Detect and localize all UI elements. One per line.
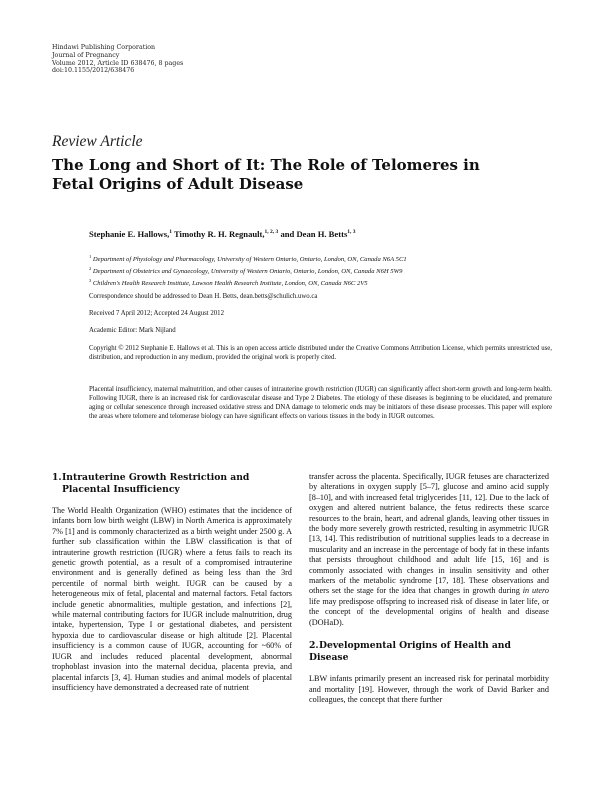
- right-column: [309, 472, 549, 705]
- author-name: Stephanie E. Hallows,: [89, 229, 170, 239]
- article-title: The Long and Short of It: The Role of Telomeres in Fetal Origins of Adult Disease: [52, 156, 480, 193]
- author-name: and Dean H. Betts: [278, 229, 348, 239]
- section-number: 1.: [52, 472, 62, 483]
- publisher: Hindawi Publishing Corporation: [52, 44, 156, 51]
- affiliation-text: Children's Health Research Institute, Lawson Health Research Institute, London, ON, Canada N6C 2V5: [92, 280, 368, 288]
- affiliation-number: 3: [89, 278, 92, 284]
- author-affil-ref: 1: [169, 229, 172, 236]
- italic-phrase: in utero: [522, 586, 549, 596]
- paragraph-text: transfer across the placenta. Specifically, IUGR fetuses are characterized by alterations in oxygen supply [5–7], glucose and amino acid supply [8–10], and with increased fetal triglycerides [11, 12]. Due to the lack of oxygen and altered nutrient balance, the fetus redirects these scarce resources to the brain, heart, and adrenal glands, leaving other tissues in the body more severely growth restricted, resulting in asymmetric IUGR [13, 14]. This redistribution of nutritional supplies leads to a decrease in muscularity and an increase in the percentage of body fat in these infants that persists throughout childhood and adult life [15, 16] and is commonly associated with changes in insulin sensitivity and other markers of the metabolic syndrome [17, 18]. These observations and others set the stage for the idea that changes in growth during: [309, 472, 549, 596]
- body-paragraph: [309, 472, 549, 628]
- affiliation-number: 1: [89, 254, 92, 259]
- affiliation: [89, 276, 407, 288]
- volume-info: Volume 2012, Article ID 638476, 8 pages: [52, 59, 184, 67]
- section-heading-1: [52, 472, 292, 496]
- academic-editor: Academic Editor: Mark Nijland: [89, 327, 176, 334]
- section-title: Developmental Origins of Health and Disease: [309, 640, 511, 664]
- article-type: Review Article: [52, 133, 143, 150]
- body-paragraph: LBW infants primarily present an increased risk for perinatal morbidity and mortality [19]. However, through the work of David Barker and colleagues, the concept that there further: [309, 674, 549, 704]
- section-title-line2: Placental Insufficiency: [62, 484, 180, 495]
- affiliation-text: Department of Physiology and Pharmacology, University of Western Ontario, Ontario, London, ON, Canada N6A 5C1: [92, 256, 407, 264]
- author-affil-ref: 1, 3: [347, 229, 356, 236]
- abstract: Placental insufficiency, maternal malnutrition, and other causes of intrauterine growth restriction (IUGR) can significantly affect short-term growth and long-term health. Following IUGR, there is an increased risk for cardiovascular disease and Type 2 Diabetes. The etiology of these diseases is beginning to be elucidated, and premature aging or cellular senescence through increased oxidative stress and DNA damage to telomeric ends may be initiators of these disease processes. This paper will explore the areas where telomere and telomerase biology can have significant effects on various tissues in the body in IUGR outcomes.: [89, 386, 552, 420]
- body-paragraph: The World Health Organization (WHO) estimates that the incidence of infants born low birth weight (LBW) in North America is approximately 7% [1] and is commonly characterized as a birth weight under 2500 g. A further sub classification within the LBW classification is that of intrauterine growth restriction (IUGR) where a fetus fails to reach its genetic growth potential, as a result of a compromised intrauterine environment and is generally defined as being less than the 3rd percentile of normal birth weight. IUGR can be caused by a heterogeneous mix of fetal, placental and maternal factors. Fetal factors include genetic abnormalities, multiple gestation, and infections [2], while maternal contributing factors for IUGR include malnutrition, drug intake, hypertension, Type I or gestational diabetes, and persistent hypoxia due to cardiovascular disease or high altitude [2]. Placental insufficiency is a common cause of IUGR, accounting for ~60% of IUGR and includes reduced placental development, abnormal trophoblast invasion into the maternal decidua, placenta previa, and placental infarcts [3, 4]. Human studies and animal models of placental insufficiency have demonstrated a decreased rate of nutrient: [52, 506, 292, 692]
- correspondence: Correspondence should be addressed to Dean H. Betts, dean.betts@schulich.uwo.ca: [89, 293, 318, 300]
- left-column: [52, 472, 292, 693]
- section-title-line1: Intrauterine Growth Restriction and: [62, 472, 250, 483]
- journal-header: [52, 44, 183, 75]
- affiliation: [89, 252, 407, 264]
- affiliation-text: Department of Obstetrics and Gynaecology, University of Western Ontario, Ontario, London, ON, Canada N6H 5W9: [92, 268, 403, 276]
- author-name: Timothy R. H. Regnault,: [171, 229, 265, 239]
- received-accepted-dates: Received 7 April 2012; Accepted 24 August 2012: [89, 310, 224, 317]
- doi: doi:10.1155/2012/638476: [52, 67, 135, 75]
- affiliation: [89, 264, 407, 276]
- author-list: [89, 229, 356, 239]
- paragraph-text: life may predispose offspring to increased risk of disease in later life, or the concept of the developmental origins of health and disease (DOHaD).: [309, 596, 549, 627]
- affiliation-number: 2: [89, 266, 92, 272]
- journal-name: Journal of Pregnancy: [52, 51, 120, 59]
- section-number: 2.: [309, 640, 319, 652]
- author-affil-ref: 1, 2, 3: [264, 229, 279, 236]
- section-heading-2: [309, 640, 549, 664]
- copyright-notice: Copyright © 2012 Stephanie E. Hallows et al. This is an open access article distributed under the Creative Commons Attribution License, which permits unrestricted use, distribution, and reproduction in any medium, provided the original work is properly cited.: [89, 345, 552, 361]
- affiliations: [89, 252, 407, 289]
